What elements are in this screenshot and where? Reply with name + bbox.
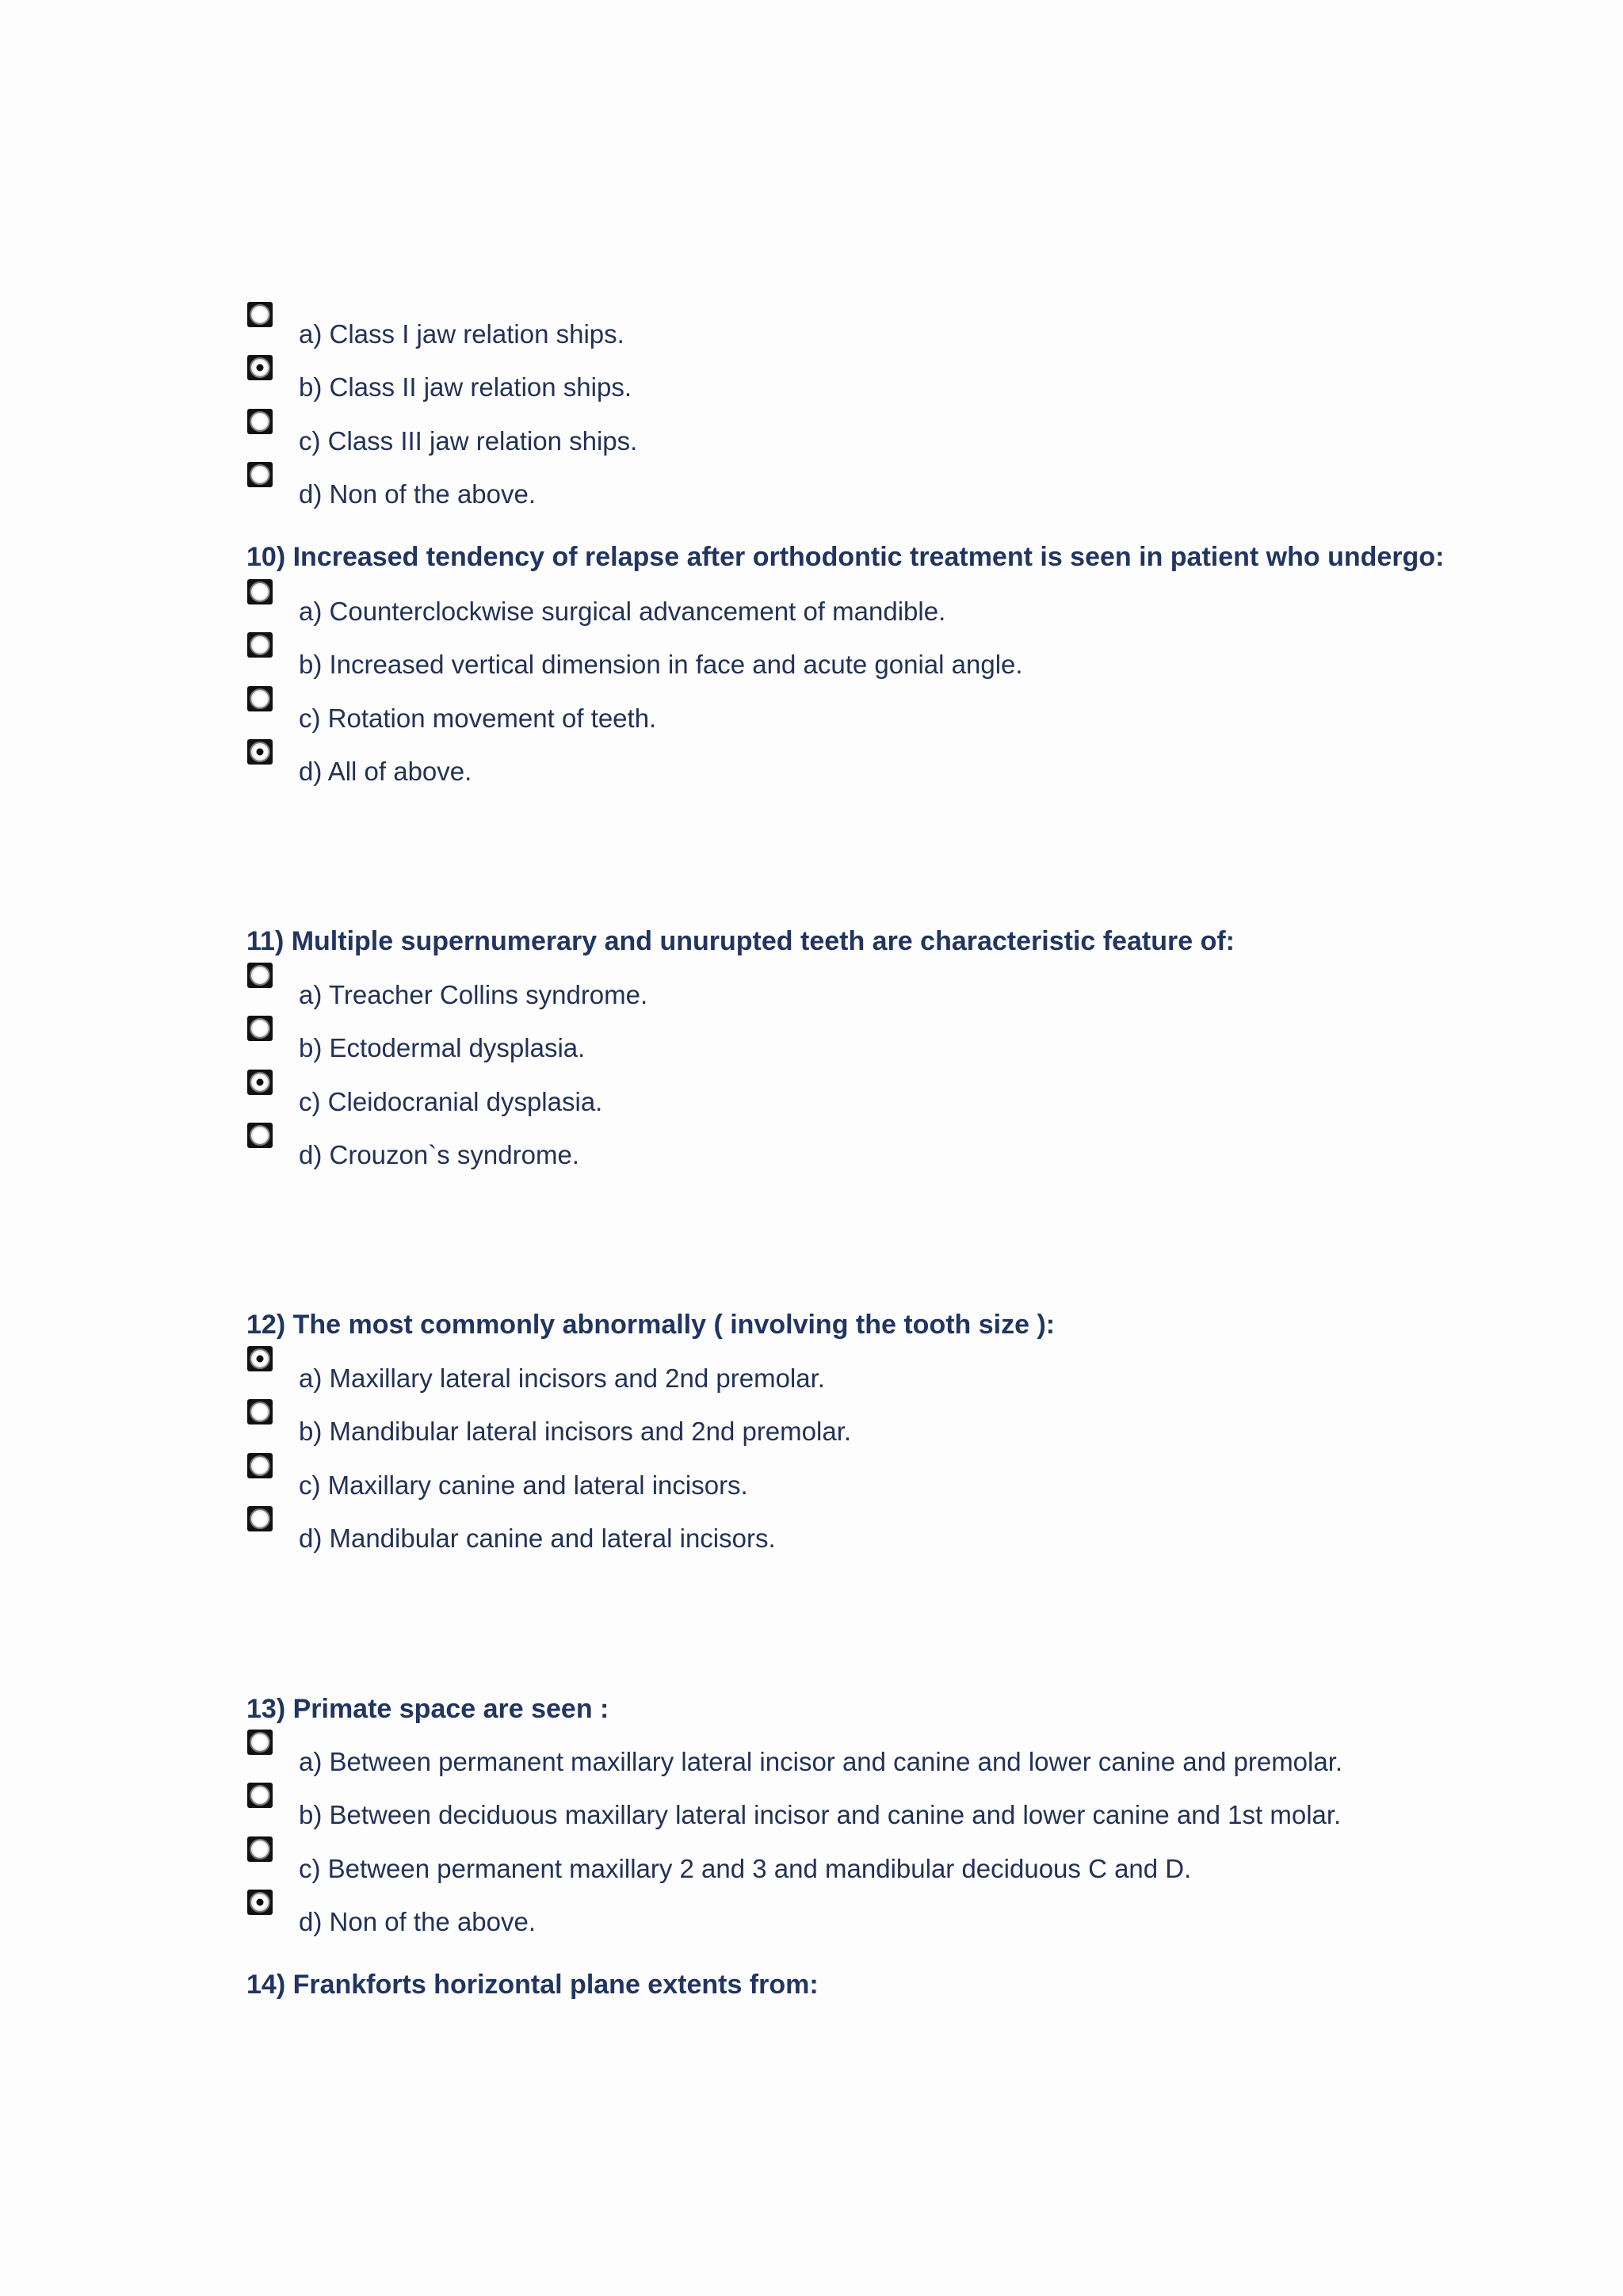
question-text: 10) Increased tendency of relapse after orthodontic treatment is seen in patient who undergo: xyxy=(246,542,1445,572)
answer-option[interactable] xyxy=(0,1729,1623,1776)
radio-unselected-icon[interactable] xyxy=(246,1015,273,1042)
radio-unselected-icon[interactable] xyxy=(246,408,273,435)
option-label: c) Maxillary canine and lateral incisors. xyxy=(299,1470,748,1500)
option-label: d) Non of the above. xyxy=(299,479,537,509)
option-label: c) Cleidocranial dysplasia. xyxy=(299,1087,603,1116)
answer-option[interactable] xyxy=(0,1345,1623,1393)
radio-unselected-icon[interactable] xyxy=(246,578,273,605)
answer-option[interactable] xyxy=(0,1782,1623,1829)
answer-option[interactable] xyxy=(0,578,1623,626)
answer-option[interactable] xyxy=(0,1069,1623,1116)
question-text: 13) Primate space are seen : xyxy=(246,1694,609,1724)
radio-selected-icon[interactable] xyxy=(246,738,273,765)
option-label: a) Maxillary lateral incisors and 2nd premolar. xyxy=(299,1363,825,1393)
radio-selected-icon[interactable] xyxy=(246,1889,273,1916)
answer-option[interactable] xyxy=(0,354,1623,402)
radio-unselected-icon[interactable] xyxy=(246,301,273,328)
answer-option[interactable] xyxy=(0,461,1623,509)
radio-unselected-icon[interactable] xyxy=(246,1505,273,1532)
answer-option[interactable] xyxy=(0,685,1623,733)
answer-option[interactable] xyxy=(0,1505,1623,1553)
answer-option[interactable] xyxy=(0,301,1623,349)
radio-selected-icon[interactable] xyxy=(246,1069,273,1096)
option-label: b) Increased vertical dimension in face and acute gonial angle. xyxy=(299,650,1023,679)
option-label: b) Class II jaw relation ships. xyxy=(299,372,632,402)
question-text: 14) Frankforts horizontal plane extents from: xyxy=(246,1970,819,2000)
option-label: d) All of above. xyxy=(299,757,472,786)
answer-option[interactable] xyxy=(0,1398,1623,1446)
option-label: d) Non of the above. xyxy=(299,1907,537,1936)
answer-option[interactable] xyxy=(0,1452,1623,1500)
radio-unselected-icon[interactable] xyxy=(246,685,273,712)
answer-option[interactable] xyxy=(0,1889,1623,1936)
answer-option[interactable] xyxy=(0,738,1623,786)
radio-unselected-icon[interactable] xyxy=(246,461,273,488)
answer-option[interactable] xyxy=(0,631,1623,679)
answer-option[interactable] xyxy=(0,1122,1623,1169)
option-label: a) Treacher Collins syndrome. xyxy=(299,980,648,1009)
option-label: a) Class I jaw relation ships. xyxy=(299,319,624,349)
radio-unselected-icon[interactable] xyxy=(246,1452,273,1479)
option-label: b) Between deciduous maxillary lateral incisor and canine and lower canine and 1st molar. xyxy=(299,1800,1342,1829)
option-label: d) Mandibular canine and lateral incisors. xyxy=(299,1524,776,1553)
question-text: 11) Multiple supernumerary and unurupted teeth are characteristic feature of: xyxy=(246,926,1235,956)
radio-unselected-icon[interactable] xyxy=(246,1122,273,1149)
option-label: c) Between permanent maxillary 2 and 3 and mandibular deciduous C and D. xyxy=(299,1854,1192,1883)
radio-unselected-icon[interactable] xyxy=(246,1836,273,1863)
option-label: d) Crouzon`s syndrome. xyxy=(299,1140,579,1169)
question-text: 12) The most commonly abnormally ( involving the tooth size ): xyxy=(246,1310,1056,1340)
option-label: b) Mandibular lateral incisors and 2nd premolar. xyxy=(299,1417,852,1446)
radio-unselected-icon[interactable] xyxy=(246,631,273,658)
radio-selected-icon[interactable] xyxy=(246,1345,273,1372)
option-label: a) Between permanent maxillary lateral incisor and canine and lower canine and premolar. xyxy=(299,1747,1343,1776)
answer-option[interactable] xyxy=(0,1015,1623,1062)
radio-unselected-icon[interactable] xyxy=(246,1729,273,1756)
answer-option[interactable] xyxy=(0,962,1623,1009)
answer-option[interactable] xyxy=(0,408,1623,456)
option-label: c) Class III jaw relation ships. xyxy=(299,426,638,456)
radio-unselected-icon[interactable] xyxy=(246,1398,273,1425)
radio-selected-icon[interactable] xyxy=(246,354,273,381)
radio-unselected-icon[interactable] xyxy=(246,962,273,989)
radio-unselected-icon[interactable] xyxy=(246,1782,273,1809)
answer-option[interactable] xyxy=(0,1836,1623,1883)
option-label: b) Ectodermal dysplasia. xyxy=(299,1033,586,1062)
option-label: c) Rotation movement of teeth. xyxy=(299,704,657,733)
option-label: a) Counterclockwise surgical advancement of mandible. xyxy=(299,597,946,626)
